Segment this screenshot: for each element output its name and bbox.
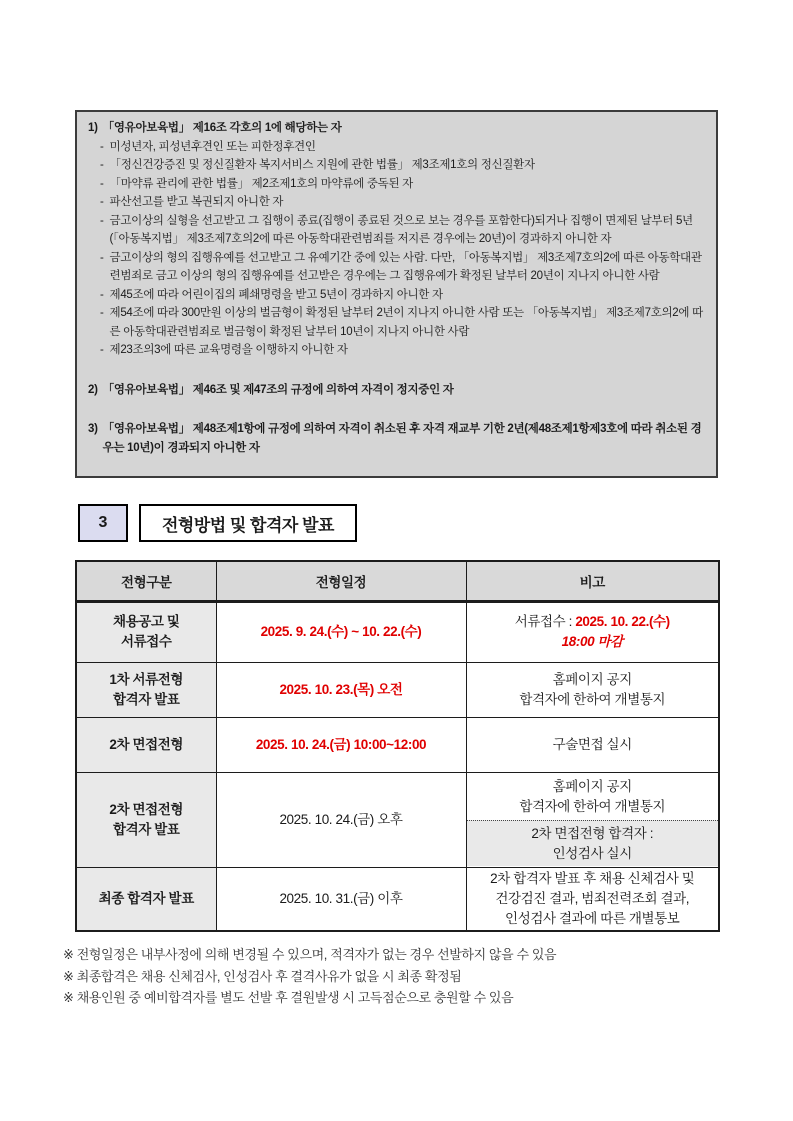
- remark-line: 합격자에 한하여 개별통지: [519, 798, 666, 814]
- rule-bullet: - 금고이상의 실형을 선고받고 그 집행이 종료(집행이 종료된 것으로 보는 경우를 포함한다)되거나 집행이 면제된 날부터 5년(「아동복지법」 제3조제7호의2에 따른 아동학대관련범죄를 저지른 경우에는 20년)이 경과하지 아니한 자: [100, 214, 693, 245]
- footnote-line: ※ 전형일정은 내부사정에 의해 변경될 수 있으며, 적격자가 없는 경우 선발하지 않을 수 있음: [63, 947, 557, 962]
- rule-label: 2): [88, 383, 98, 396]
- rule-bullet: - 제45조에 따라 어린이집의 폐쇄명령을 받고 5년이 경과하지 아니한 자: [100, 288, 443, 301]
- rule-bullet: - 「마약류 관리에 관한 법률」 제2조제1호의 마약류에 중독된 자: [100, 177, 413, 190]
- rule-bullet-list: [88, 138, 705, 360]
- disqualification-box: [75, 110, 718, 478]
- table-header-row: [76, 561, 719, 601]
- remarks-cell-split: [466, 772, 719, 867]
- rule-bullet: - 제23조의3에 따른 교육명령을 이행하지 아니한 자: [100, 344, 348, 356]
- category-cell: [76, 601, 216, 662]
- category-line: 서류접수: [120, 634, 172, 649]
- schedule-cell: 2025. 10. 24.(금) 10:00~12:00: [216, 717, 466, 772]
- table-row-first-result: [76, 662, 719, 717]
- rule-bullet: - 제54조에 따라 300만원 이상의 벌금형이 확정된 날부터 2년이 지나지 아니한 사람 또는 「아동복지법」 제3조제7호의2에 따른 아동학대관련범죄로 벌금형이 확정된 날부터 10년이 지나지 아니한 사람: [100, 307, 703, 338]
- category-cell: [76, 662, 216, 717]
- table-row-final-result: [76, 867, 719, 931]
- rule-label: 3): [88, 423, 98, 435]
- rule-bullet: - 파산선고를 받고 복권되지 아니한 자: [100, 196, 284, 208]
- remark-line: 구술면접 실시: [552, 736, 632, 752]
- remark-line: 2차 면접전형 합격자 :: [531, 825, 654, 841]
- rule-title-text: 「영유아보육법」 제48조제1항에 규정에 의하여 자격이 취소된 후 자격 재교부 기한 2년(제48조제1항제3호에 따라 취소된 경우는 10년)이 경과되지 아니한 자: [102, 423, 702, 454]
- category-line: 합격자 발표: [112, 821, 180, 837]
- remark-line: 2차 합격자 발표 후 채용 신체검사 및: [490, 870, 695, 886]
- footnote-line: ※ 최종합격은 채용 신체검사, 인성검사 후 결격사유가 없을 시 최종 확정됨: [63, 968, 462, 984]
- column-header-remarks: 비고: [466, 561, 719, 601]
- remark-line: [467, 612, 719, 632]
- category-line: 채용공고 및: [112, 614, 180, 629]
- footnotes: [63, 944, 556, 1009]
- remark-line: 건강검진 결과, 범죄전력조회 결과,: [495, 890, 690, 906]
- remarks-subcell-bottom: [467, 820, 719, 866]
- rule-title-2: [88, 381, 705, 400]
- category-line: 최종 합격자 발표: [98, 890, 194, 906]
- category-line: 1차 서류전형: [109, 671, 184, 687]
- rule-bullet: - 금고이상의 형의 집행유예를 선고받고 그 유예기간 중에 있는 사람. 다만, 「아동복지법」 제3조제7호의2에 따른 아동학대관련범죄로 금고 이상의 형의 집행유예를 선고받은 경우에는 그 집행유예가 확정된 날부터 20년이 지나지 아니한 사람: [100, 251, 702, 282]
- remark-line: 홈페이지 공지: [552, 671, 632, 687]
- category-cell: [76, 867, 216, 931]
- rule-title-1: [88, 119, 705, 138]
- rule-bullet: - 「정신건강증진 및 정신질환자 복지서비스 지원에 관한 법률」 제3조제1호의 정신질환자: [100, 159, 535, 171]
- column-header-category: 전형구분: [76, 561, 216, 601]
- rule-title-text: 「영유아보육법」 제16조 각호의 1에 해당하는 자: [102, 122, 342, 134]
- rule-title-3: [88, 420, 705, 457]
- category-line: 2차 면접전형: [109, 801, 184, 817]
- footnote-line: ※ 채용인원 중 예비합격자를 별도 선발 후 결원발생 시 고득점순으로 충원할 수 있음: [63, 990, 514, 1005]
- rule-item-1: [88, 119, 705, 360]
- remarks-cell: [466, 662, 719, 717]
- category-cell: [76, 772, 216, 867]
- section-title: 전형방법 및 합격자 발표: [139, 504, 357, 542]
- remarks-cell: [466, 867, 719, 931]
- schedule-cell: 2025. 10. 31.(금) 이후: [216, 867, 466, 931]
- section-number-badge: 3: [78, 504, 128, 542]
- category-cell: [76, 717, 216, 772]
- rule-item-3: [88, 420, 705, 457]
- table-row-interview-result: [76, 772, 719, 867]
- remark-line: 합격자에 한하여 개별통지: [519, 691, 666, 707]
- column-header-schedule: 전형일정: [216, 561, 466, 601]
- rule-bullet: - 미성년자, 피성년후견인 또는 피한정후견인: [100, 140, 316, 153]
- rule-title-text: 「영유아보육법」 제46조 및 제47조의 규정에 의하여 자격이 정지중인 자: [102, 383, 454, 396]
- schedule-cell: 2025. 9. 24.(수) ~ 10. 22.(수): [216, 601, 466, 662]
- section-header: [78, 504, 357, 542]
- selection-schedule-table: [75, 560, 720, 932]
- table-row-interview: [76, 717, 719, 772]
- category-line: 2차 면접전형: [109, 736, 184, 752]
- table-row-application: [76, 601, 719, 662]
- remark-line: 인성검사 실시: [552, 845, 632, 861]
- remark-deadline: 18:00 마감: [561, 634, 623, 649]
- remark-line: 인성검사 결과에 따른 개별통보: [505, 910, 680, 926]
- schedule-cell: 2025. 10. 23.(목) 오전: [216, 662, 466, 717]
- schedule-cell: 2025. 10. 24.(금) 오후: [216, 772, 466, 867]
- category-line: 합격자 발표: [112, 691, 180, 707]
- remark-line: 홈페이지 공지: [552, 778, 632, 794]
- remarks-subcell-top: [467, 773, 719, 820]
- remarks-cell: [466, 601, 719, 662]
- remark-date: 2025. 10. 22.(수): [575, 614, 670, 629]
- remark-label: 서류접수 :: [514, 614, 576, 629]
- rule-label: 1): [88, 122, 98, 134]
- rule-item-2: [88, 381, 705, 400]
- remarks-cell: [466, 717, 719, 772]
